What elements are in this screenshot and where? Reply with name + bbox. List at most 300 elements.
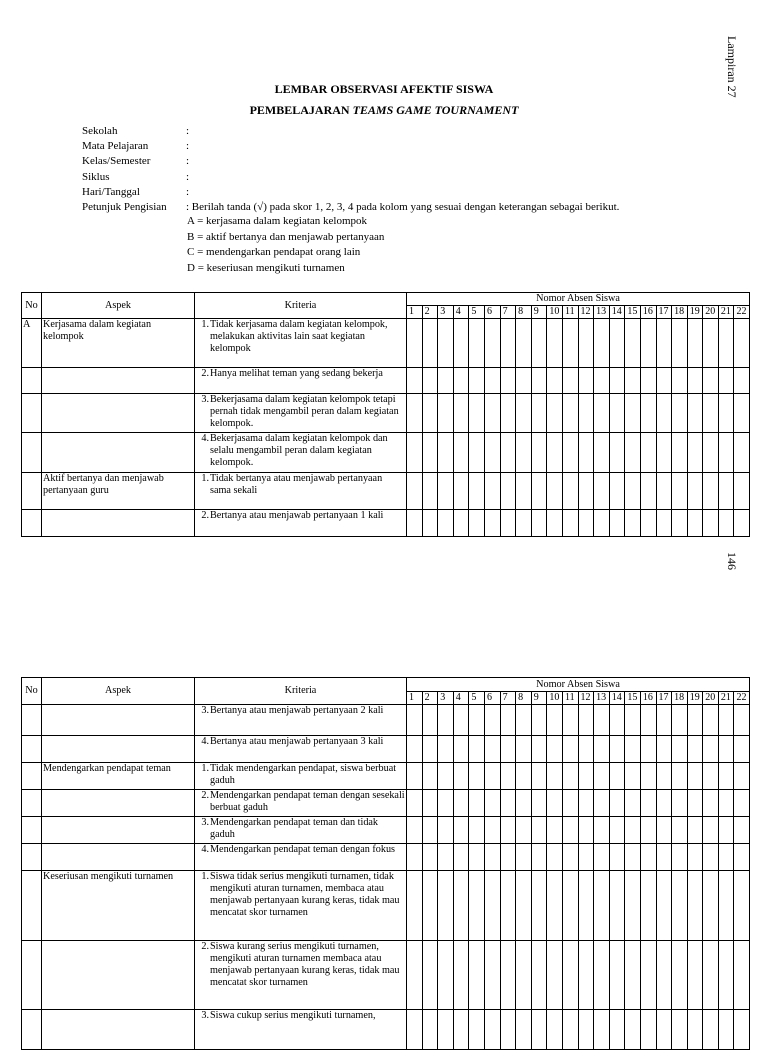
score-cell xyxy=(734,394,750,433)
student-number-header: 5 xyxy=(469,692,485,705)
row-aspek xyxy=(42,433,195,473)
score-cell xyxy=(453,394,469,433)
score-cell xyxy=(609,319,625,368)
legend-item: B = aktif bertanya dan menjawab pertanyaan xyxy=(187,230,385,243)
score-cell xyxy=(453,790,469,817)
student-number-header: 14 xyxy=(609,692,625,705)
score-cell xyxy=(625,871,641,941)
student-number-header: 22 xyxy=(734,306,750,319)
score-cell xyxy=(453,844,469,871)
score-cell xyxy=(718,473,734,510)
score-cell xyxy=(469,736,485,763)
header-no: No xyxy=(22,678,42,705)
row-kriteria xyxy=(195,736,407,763)
score-cell xyxy=(656,871,672,941)
score-cell xyxy=(718,319,734,368)
score-cell xyxy=(640,433,656,473)
score-cell xyxy=(407,817,423,844)
row-aspek xyxy=(42,1010,195,1050)
score-cell xyxy=(687,1010,703,1050)
row-no xyxy=(22,844,42,871)
score-cell xyxy=(453,368,469,394)
score-cell xyxy=(422,433,438,473)
score-cell xyxy=(469,790,485,817)
score-cell xyxy=(547,844,563,871)
student-number-header: 4 xyxy=(453,306,469,319)
score-cell xyxy=(656,319,672,368)
score-cell xyxy=(734,705,750,736)
student-number-header: 16 xyxy=(640,692,656,705)
score-cell xyxy=(687,763,703,790)
score-cell xyxy=(469,844,485,871)
score-cell xyxy=(672,473,688,510)
header-row xyxy=(22,293,750,306)
score-cell xyxy=(672,319,688,368)
score-cell xyxy=(640,473,656,510)
score-cell xyxy=(469,473,485,510)
info-row xyxy=(82,124,619,139)
score-cell xyxy=(516,368,532,394)
row-no xyxy=(22,510,42,537)
kriteria-number: 2. xyxy=(201,790,209,801)
table-row xyxy=(22,871,750,941)
score-cell xyxy=(594,763,610,790)
kriteria-item xyxy=(196,433,405,469)
info-value: : xyxy=(186,125,190,137)
score-cell xyxy=(500,844,516,871)
score-cell xyxy=(718,394,734,433)
row-kriteria xyxy=(195,763,407,790)
score-cell xyxy=(531,319,547,368)
score-cell xyxy=(438,844,454,871)
score-cell xyxy=(469,1010,485,1050)
student-number-header: 12 xyxy=(578,692,594,705)
score-cell xyxy=(578,473,594,510)
student-number-header: 15 xyxy=(625,692,641,705)
score-cell xyxy=(438,1010,454,1050)
row-aspek xyxy=(42,705,195,736)
info-block xyxy=(82,124,619,215)
info-value: : Berilah tanda (√) pada skor 1, 2, 3, 4 pada kolom yang sesuai dengan keterangan sebagai berikut. xyxy=(186,201,620,214)
score-cell xyxy=(484,844,500,871)
info-row xyxy=(82,154,619,169)
score-cell xyxy=(469,510,485,537)
student-number-header: 1 xyxy=(407,306,423,319)
info-label: Kelas/Semester xyxy=(82,155,151,168)
row-no xyxy=(22,1010,42,1050)
score-cell xyxy=(609,763,625,790)
kriteria-text: Bertanya atau menjawab pertanyaan 3 kali xyxy=(210,736,384,747)
score-cell xyxy=(422,817,438,844)
student-number-header: 13 xyxy=(594,692,610,705)
kriteria-number: 2. xyxy=(201,368,209,379)
score-cell xyxy=(672,736,688,763)
kriteria-number: 2. xyxy=(201,510,209,521)
score-cell xyxy=(516,394,532,433)
info-row xyxy=(82,139,619,154)
kriteria-text: Tidak mendengarkan pendapat, siswa berbuat gaduh xyxy=(210,763,397,786)
score-cell xyxy=(516,433,532,473)
score-cell xyxy=(547,817,563,844)
score-cell xyxy=(703,368,719,394)
row-no xyxy=(22,394,42,433)
score-cell xyxy=(687,941,703,1010)
score-cell xyxy=(625,817,641,844)
score-cell xyxy=(594,319,610,368)
student-number-header: 11 xyxy=(562,306,578,319)
score-cell xyxy=(656,705,672,736)
kriteria-item xyxy=(196,319,405,355)
score-cell xyxy=(407,394,423,433)
score-cell xyxy=(594,817,610,844)
row-no xyxy=(22,705,42,736)
score-cell xyxy=(609,473,625,510)
score-cell xyxy=(578,844,594,871)
kriteria-text: Hanya melihat teman yang sedang bekerja xyxy=(210,368,383,379)
kriteria-text: Tidak kerjasama dalam kegiatan kelompok, melakukan aktivitas lain saat kegiatan kelompok xyxy=(210,319,388,354)
score-cell xyxy=(672,394,688,433)
score-cell xyxy=(656,1010,672,1050)
score-cell xyxy=(438,763,454,790)
score-cell xyxy=(438,941,454,1010)
kriteria-item xyxy=(196,1010,405,1022)
score-cell xyxy=(500,736,516,763)
score-cell xyxy=(562,319,578,368)
row-aspek xyxy=(42,941,195,1010)
score-cell xyxy=(687,736,703,763)
score-cell xyxy=(703,844,719,871)
score-cell xyxy=(625,473,641,510)
info-label: Sekolah xyxy=(82,125,118,137)
legend xyxy=(187,214,384,276)
score-cell xyxy=(609,394,625,433)
score-cell xyxy=(547,790,563,817)
student-number-header: 9 xyxy=(531,306,547,319)
score-cell xyxy=(438,394,454,433)
score-cell xyxy=(500,817,516,844)
student-number-header: 1 xyxy=(407,692,423,705)
score-cell xyxy=(609,705,625,736)
score-cell xyxy=(516,510,532,537)
student-number-header: 10 xyxy=(547,692,563,705)
row-aspek xyxy=(42,736,195,763)
score-cell xyxy=(640,368,656,394)
table-row xyxy=(22,790,750,817)
score-cell xyxy=(438,510,454,537)
score-cell xyxy=(609,510,625,537)
table-row xyxy=(22,473,750,510)
score-cell xyxy=(594,736,610,763)
score-cell xyxy=(687,844,703,871)
score-cell xyxy=(438,368,454,394)
score-cell xyxy=(500,763,516,790)
score-cell xyxy=(703,433,719,473)
score-cell xyxy=(547,941,563,1010)
student-number-header: 19 xyxy=(687,692,703,705)
score-cell xyxy=(687,433,703,473)
score-cell xyxy=(703,1010,719,1050)
legend-item: C = mendengarkan pendapat orang lain xyxy=(187,246,361,258)
score-cell xyxy=(562,510,578,537)
score-cell xyxy=(422,319,438,368)
row-aspek xyxy=(42,510,195,537)
kriteria-number: 1. xyxy=(201,319,209,330)
score-cell xyxy=(500,1010,516,1050)
score-cell xyxy=(469,941,485,1010)
score-cell xyxy=(578,510,594,537)
kriteria-text: Bertanya atau menjawab pertanyaan 1 kali xyxy=(210,510,384,521)
score-cell xyxy=(547,705,563,736)
score-cell xyxy=(578,319,594,368)
info-label: Hari/Tanggal xyxy=(82,185,140,198)
score-cell xyxy=(438,817,454,844)
score-cell xyxy=(422,790,438,817)
score-cell xyxy=(407,368,423,394)
score-cell xyxy=(562,394,578,433)
score-cell xyxy=(562,433,578,473)
score-cell xyxy=(531,1010,547,1050)
score-cell xyxy=(656,394,672,433)
score-cell xyxy=(407,319,423,368)
score-cell xyxy=(687,394,703,433)
row-kriteria xyxy=(195,871,407,941)
score-cell xyxy=(718,817,734,844)
student-number-header: 10 xyxy=(547,306,563,319)
score-cell xyxy=(594,368,610,394)
score-cell xyxy=(625,941,641,1010)
score-cell xyxy=(578,736,594,763)
score-cell xyxy=(453,510,469,537)
score-cell xyxy=(703,705,719,736)
score-cell xyxy=(640,705,656,736)
score-cell xyxy=(500,705,516,736)
score-cell xyxy=(609,817,625,844)
kriteria-text: Mendengarkan pendapat teman dan tidak gaduh xyxy=(210,817,379,840)
score-cell xyxy=(734,368,750,394)
kriteria-text: Tidak bertanya atau menjawab pertanyaan sama sekali xyxy=(210,473,383,496)
score-cell xyxy=(562,736,578,763)
score-cell xyxy=(500,394,516,433)
score-cell xyxy=(422,1010,438,1050)
score-cell xyxy=(640,510,656,537)
score-cell xyxy=(687,319,703,368)
student-number-header: 17 xyxy=(656,692,672,705)
score-cell xyxy=(687,705,703,736)
score-cell xyxy=(734,510,750,537)
score-cell xyxy=(656,844,672,871)
score-cell xyxy=(594,844,610,871)
score-cell xyxy=(516,844,532,871)
table-row xyxy=(22,844,750,871)
score-cell xyxy=(578,763,594,790)
score-cell xyxy=(703,871,719,941)
score-cell xyxy=(422,763,438,790)
score-cell xyxy=(578,394,594,433)
kriteria-item xyxy=(196,941,405,989)
score-cell xyxy=(438,705,454,736)
score-cell xyxy=(531,763,547,790)
document-title: LEMBAR OBSERVASI AFEKTIF SISWA xyxy=(274,82,494,96)
score-cell xyxy=(516,871,532,941)
header-no: No xyxy=(22,293,42,319)
score-cell xyxy=(594,705,610,736)
kriteria-item xyxy=(196,817,405,841)
score-cell xyxy=(640,941,656,1010)
student-number-header: 20 xyxy=(703,692,719,705)
score-cell xyxy=(656,763,672,790)
kriteria-number: 4. xyxy=(201,736,209,747)
row-no xyxy=(22,736,42,763)
score-cell xyxy=(547,736,563,763)
score-cell xyxy=(484,1010,500,1050)
score-cell xyxy=(422,368,438,394)
score-cell xyxy=(484,510,500,537)
score-cell xyxy=(718,433,734,473)
score-cell xyxy=(734,763,750,790)
score-cell xyxy=(422,394,438,433)
row-aspek xyxy=(42,368,195,394)
score-cell xyxy=(687,790,703,817)
score-cell xyxy=(516,790,532,817)
info-label: Siklus xyxy=(82,170,110,183)
score-cell xyxy=(547,1010,563,1050)
header-nomor-absen: Nomor Absen Siswa xyxy=(407,678,750,692)
score-cell xyxy=(656,941,672,1010)
score-cell xyxy=(594,941,610,1010)
score-cell xyxy=(547,510,563,537)
row-kriteria xyxy=(195,941,407,1010)
score-cell xyxy=(640,394,656,433)
table-row xyxy=(22,705,750,736)
score-cell xyxy=(469,319,485,368)
score-cell xyxy=(469,763,485,790)
info-value: : xyxy=(186,185,190,198)
score-cell xyxy=(640,817,656,844)
score-cell xyxy=(547,433,563,473)
table-row xyxy=(22,394,750,433)
student-number-header: 4 xyxy=(453,692,469,705)
score-cell xyxy=(531,871,547,941)
info-label: Petunjuk Pengisian xyxy=(82,201,167,214)
table-row xyxy=(22,433,750,473)
score-cell xyxy=(562,941,578,1010)
student-number-header: 21 xyxy=(718,306,734,319)
kriteria-number: 1. xyxy=(201,763,209,774)
score-cell xyxy=(562,844,578,871)
score-cell xyxy=(531,510,547,537)
score-cell xyxy=(438,790,454,817)
student-number-header: 18 xyxy=(672,306,688,319)
kriteria-text: Bekerjasama dalam kegiatan kelompok dan selalu mengambil peran dalam kegiatan kelompok. xyxy=(210,433,388,468)
score-cell xyxy=(531,817,547,844)
student-number-header: 3 xyxy=(438,306,454,319)
score-cell xyxy=(453,433,469,473)
score-cell xyxy=(656,368,672,394)
student-number-header: 17 xyxy=(656,306,672,319)
student-number-header: 6 xyxy=(484,692,500,705)
score-cell xyxy=(531,433,547,473)
kriteria-text: Siswa cukup serius mengikuti turnamen, xyxy=(210,1010,376,1021)
score-cell xyxy=(562,473,578,510)
score-cell xyxy=(656,736,672,763)
score-cell xyxy=(672,510,688,537)
header-kriteria: Kriteria xyxy=(195,293,407,319)
kriteria-item xyxy=(196,473,405,497)
student-number-header: 7 xyxy=(500,306,516,319)
student-number-header: 11 xyxy=(562,692,578,705)
score-cell xyxy=(547,368,563,394)
row-no xyxy=(22,941,42,1010)
score-cell xyxy=(562,368,578,394)
kriteria-number: 1. xyxy=(201,473,209,484)
kriteria-item xyxy=(196,763,405,787)
score-cell xyxy=(609,736,625,763)
score-cell xyxy=(609,941,625,1010)
student-number-header: 21 xyxy=(718,692,734,705)
score-cell xyxy=(516,817,532,844)
row-kriteria xyxy=(195,1010,407,1050)
row-kriteria xyxy=(195,510,407,537)
score-cell xyxy=(687,368,703,394)
info-row xyxy=(82,200,619,215)
score-cell xyxy=(547,473,563,510)
score-cell xyxy=(594,871,610,941)
score-cell xyxy=(500,319,516,368)
score-cell xyxy=(578,817,594,844)
score-cell xyxy=(484,319,500,368)
score-cell xyxy=(469,871,485,941)
student-number-header: 8 xyxy=(516,692,532,705)
kriteria-text: Bertanya atau menjawab pertanyaan 2 kali xyxy=(210,705,384,716)
student-number-header: 15 xyxy=(625,306,641,319)
kriteria-item xyxy=(196,705,405,717)
score-cell xyxy=(407,473,423,510)
score-cell xyxy=(703,736,719,763)
header-row xyxy=(22,678,750,692)
score-cell xyxy=(718,368,734,394)
row-kriteria xyxy=(195,368,407,394)
header-aspek: Aspek xyxy=(42,293,195,319)
row-aspek: Keseriusan mengikuti turnamen xyxy=(42,871,195,941)
row-kriteria xyxy=(195,705,407,736)
score-cell xyxy=(500,871,516,941)
kriteria-number: 4. xyxy=(201,844,209,855)
score-cell xyxy=(453,941,469,1010)
score-cell xyxy=(594,394,610,433)
score-cell xyxy=(625,705,641,736)
score-cell xyxy=(609,871,625,941)
document-subtitle: PEMBELAJARAN TEAMS GAME TOURNAMENT xyxy=(249,103,519,117)
score-cell xyxy=(453,1010,469,1050)
score-cell xyxy=(484,394,500,433)
row-kriteria xyxy=(195,394,407,433)
score-cell xyxy=(516,763,532,790)
score-cell xyxy=(609,1010,625,1050)
score-cell xyxy=(609,790,625,817)
score-cell xyxy=(531,736,547,763)
student-number-header: 3 xyxy=(438,692,454,705)
info-label: Mata Pelajaran xyxy=(82,140,149,153)
table-row xyxy=(22,817,750,844)
score-cell xyxy=(718,941,734,1010)
score-cell xyxy=(703,394,719,433)
row-kriteria xyxy=(195,473,407,510)
score-cell xyxy=(407,844,423,871)
score-cell xyxy=(407,705,423,736)
kriteria-number: 2. xyxy=(201,941,209,952)
score-cell xyxy=(609,433,625,473)
score-cell xyxy=(578,871,594,941)
